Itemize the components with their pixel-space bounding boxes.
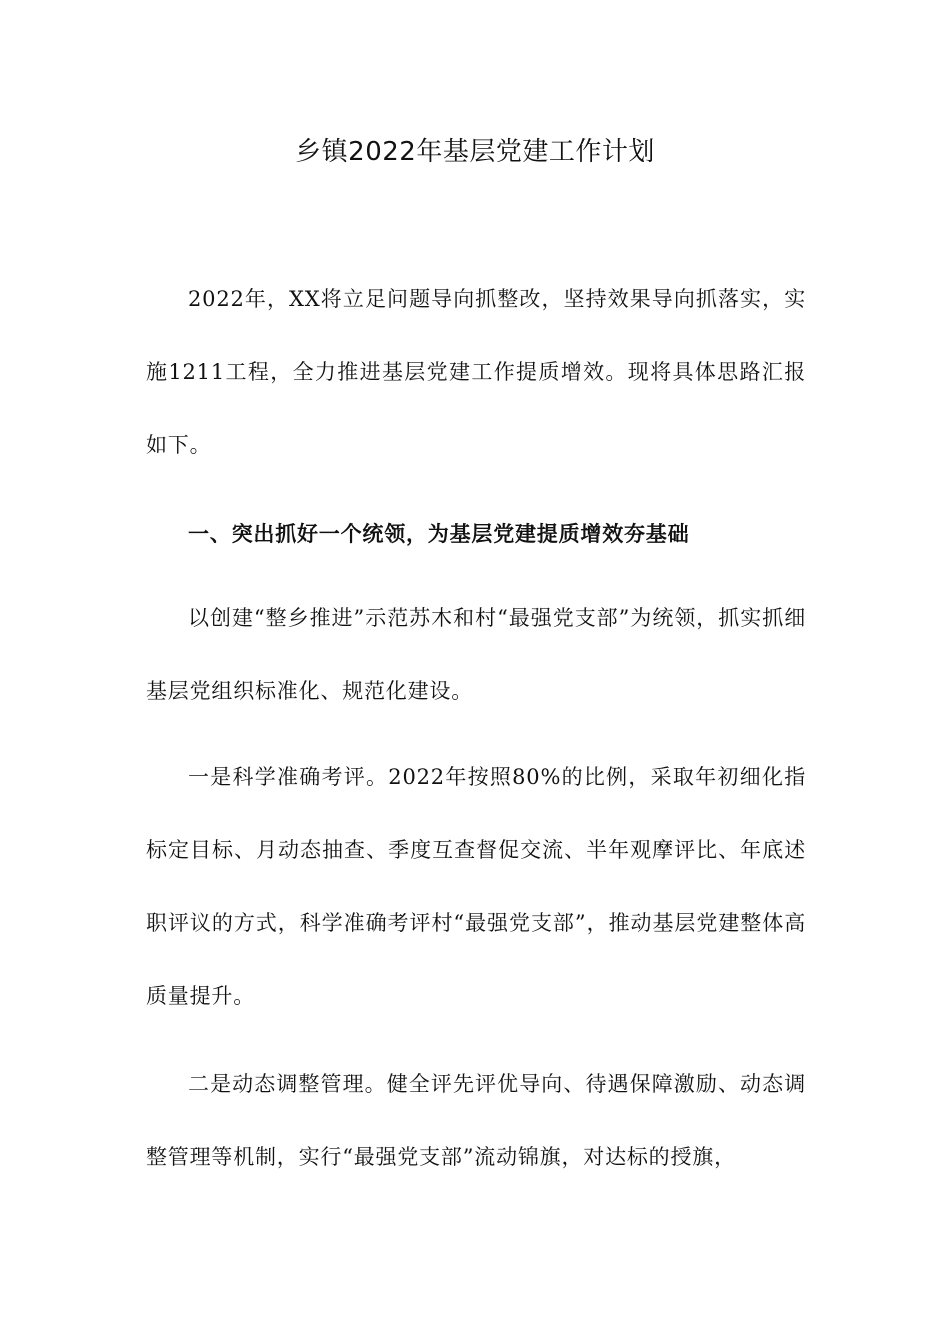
section-heading-1: 一、突出抓好一个统领，为基层党建提质增效夯基础 [188,522,690,546]
document-title: 乡镇2022年基层党建工作计划 [295,137,655,167]
point-2-paragraph: 二是动态调整管理。健全评先评优导向、待遇保障激励、动态调整管理等机制，实行“最强党支部”流动锦旗，对达标的授旗， [146,1072,806,1169]
point-1-paragraph: 一是科学准确考评。2022年按照80%的比例，采取年初细化指标定目标、月动态抽查、季度互查督促交流、半年观摩评比、年底述职评议的方式，科学准确考评村“最强党支部”，推动基层党建整体高质量提升。 [146,765,806,1008]
intro-paragraph: 2022年，XX将立足问题导向抓整改，坚持效果导向抓落实，实施1211工程，全力推进基层党建工作提质增效。现将具体思路汇报如下。 [146,287,806,457]
section1-lead-paragraph: 以创建“整乡推进”示范苏木和村“最强党支部”为统领，抓实抓细基层党组织标准化、规范化建设。 [146,606,806,703]
